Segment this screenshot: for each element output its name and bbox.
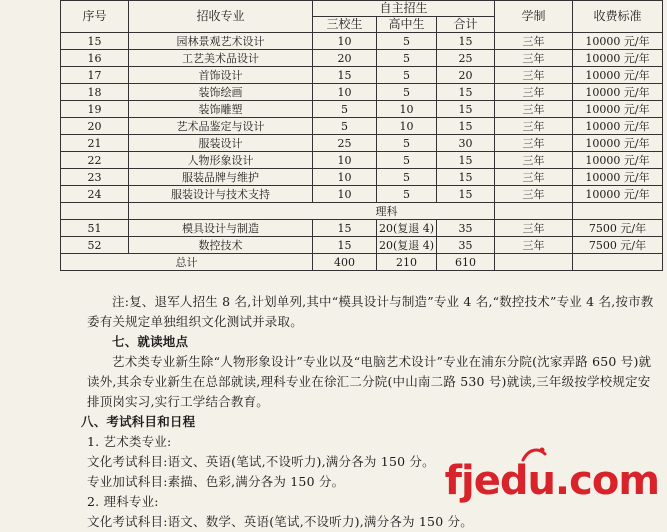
cell-gaozhong: 5 [377,135,437,152]
total-row [61,254,663,271]
cell-empty [495,203,573,220]
cell-major: 数控技术 [129,237,313,254]
cell-no: 19 [61,101,129,118]
cell-gaozhong: 5 [377,67,437,84]
cell-fee: 10000 元/年 [573,135,663,152]
header-seq: 序号 [61,1,129,33]
cell-major: 服装设计 [129,135,313,152]
cell-sanxiao: 10 [313,186,377,203]
cell-fee: 10000 元/年 [573,84,663,101]
cell-sanxiao: 10 [313,33,377,50]
cell-fee: 10000 元/年 [573,186,663,203]
cell-fee: 10000 元/年 [573,118,663,135]
cell-term: 三年 [495,84,573,101]
cell-total: 15 [437,33,495,50]
cell-major: 装饰雕塑 [129,101,313,118]
cell-no: 22 [61,152,129,169]
header-sub-total: 合计 [437,17,495,33]
table-row [61,50,663,67]
cell-total: 15 [437,169,495,186]
cell-gaozhong: 10 [377,118,437,135]
cell-total: 15 [437,152,495,169]
cell-sanxiao: 10 [313,152,377,169]
cell-no: 52 [61,237,129,254]
cell-fee: 10000 元/年 [573,67,663,84]
cell-sanxiao: 10 [313,84,377,101]
cell-sanxiao: 15 [313,237,377,254]
cell-total: 25 [437,50,495,67]
cell-term: 三年 [495,152,573,169]
cell-total: 15 [437,84,495,101]
cell-fee: 10000 元/年 [573,101,663,118]
cell-total: 15 [437,118,495,135]
table-row [61,84,663,101]
total-gaozhong: 210 [377,254,437,271]
cell-no: 24 [61,186,129,203]
cell-gaozhong: 20(复退 4) [377,220,437,237]
cell-sanxiao: 5 [313,118,377,135]
cell-term: 三年 [495,50,573,67]
cell-sanxiao: 25 [313,135,377,152]
cell-term: 三年 [495,135,573,152]
item-2-heading: 2. 理科专业: [87,494,159,509]
cell-no: 15 [61,33,129,50]
cell-major: 首饰设计 [129,67,313,84]
table-row [61,33,663,50]
table-row [61,118,663,135]
cell-major: 服装品牌与维护 [129,169,313,186]
cell-sanxiao: 5 [313,101,377,118]
cell-major: 园林景观艺术设计 [129,33,313,50]
cell-empty [495,254,573,271]
cell-fee: 10000 元/年 [573,152,663,169]
cell-sanxiao: 15 [313,220,377,237]
cell-total: 30 [437,135,495,152]
cell-major: 人物形象设计 [129,152,313,169]
cell-total: 35 [437,237,495,254]
cell-term: 三年 [495,169,573,186]
watermark-logo [445,458,659,504]
cell-total: 15 [437,186,495,203]
table-row [61,220,663,237]
cell-term: 三年 [495,237,573,254]
watermark-swoosh-icon [521,446,547,464]
header-fee: 收费标准 [573,1,663,33]
cell-gaozhong: 5 [377,186,437,203]
cell-gaozhong: 20(复退 4) [377,237,437,254]
cell-fee: 10000 元/年 [573,33,663,50]
item-1-extra-exam: 专业加试科目:素描、色彩,满分各为 150 分。 [87,474,345,489]
cell-no: 17 [61,67,129,84]
table-row [61,186,663,203]
cell-fee: 10000 元/年 [573,169,663,186]
cell-fee: 7500 元/年 [573,220,663,237]
cell-gaozhong: 5 [377,33,437,50]
cell-term: 三年 [495,118,573,135]
cell-fee: 10000 元/年 [573,50,663,67]
cell-fee: 7500 元/年 [573,237,663,254]
section-7-body: 艺术类专业新生除“人物形象设计”专业以及“电脑艺术设计”专业在浦东分院(沈家弄路 650 号)就读外,其余专业新生在总部就读,理科专业在徐汇二分院(中山南二路 530 号)就读,三年级按学校规定安排顶岗实习,实行工学结合教育。 [87,354,652,409]
cell-empty [61,203,129,220]
table-row [61,135,663,152]
note-paragraph: 注:复、退军人招生 8 名,计划单列,其中“模具设计与制造”专业 4 名,“数控技术”专业 4 名,按市教委有关规定单独组织文化测试并录取。 [87,294,654,329]
cell-sanxiao: 15 [313,67,377,84]
cell-gaozhong: 5 [377,152,437,169]
item-1-heading: 1. 艺术类专业: [87,434,172,449]
cell-major: 工艺美术品设计 [129,50,313,67]
cell-no: 51 [61,220,129,237]
header-sub-gaozhong: 高中生 [377,17,437,33]
section-8-title: 八、考试科目和日程 [81,414,196,429]
section-7-title: 七、就读地点 [112,334,189,349]
cell-gaozhong: 5 [377,84,437,101]
cell-term: 三年 [495,101,573,118]
cell-no: 21 [61,135,129,152]
science-section-label: 理科 [129,203,495,220]
header-group: 自主招生 [313,1,495,17]
cell-major: 模具设计与制造 [129,220,313,237]
total-label: 总计 [61,254,313,271]
table-row [61,169,663,186]
cell-sanxiao: 20 [313,50,377,67]
cell-empty [573,254,663,271]
cell-term: 三年 [495,67,573,84]
total-sum: 610 [437,254,495,271]
cell-major: 艺术品鉴定与设计 [129,118,313,135]
header-major: 招收专业 [129,1,313,33]
cell-sanxiao: 10 [313,169,377,186]
cell-empty [573,203,663,220]
cell-total: 15 [437,101,495,118]
item-1-culture-exam: 文化考试科目:语文、英语(笔试,不设听力),满分各为 150 分。 [87,454,435,469]
cell-no: 20 [61,118,129,135]
table-row [61,237,663,254]
table-row [61,67,663,84]
cell-no: 18 [61,84,129,101]
cell-gaozhong: 5 [377,169,437,186]
cell-major: 装饰绘画 [129,84,313,101]
cell-major: 服装设计与技术支持 [129,186,313,203]
cell-term: 三年 [495,33,573,50]
watermark-text: fjedu.com [444,458,659,504]
table-row [61,152,663,169]
enrollment-table [60,0,663,271]
cell-term: 三年 [495,220,573,237]
total-sanxiao: 400 [313,254,377,271]
cell-no: 16 [61,50,129,67]
header-term: 学制 [495,1,573,33]
cell-gaozhong: 10 [377,101,437,118]
cell-total: 20 [437,67,495,84]
cell-gaozhong: 5 [377,50,437,67]
science-section-row [61,203,663,220]
cell-total: 35 [437,220,495,237]
cell-term: 三年 [495,186,573,203]
table-row [61,101,663,118]
header-sub-sanxiao: 三校生 [313,17,377,33]
cell-no: 23 [61,169,129,186]
item-2-culture-exam: 文化考试科目:语文、数学、英语(笔试,不设听力),满分各为 150 分。 [87,514,473,529]
